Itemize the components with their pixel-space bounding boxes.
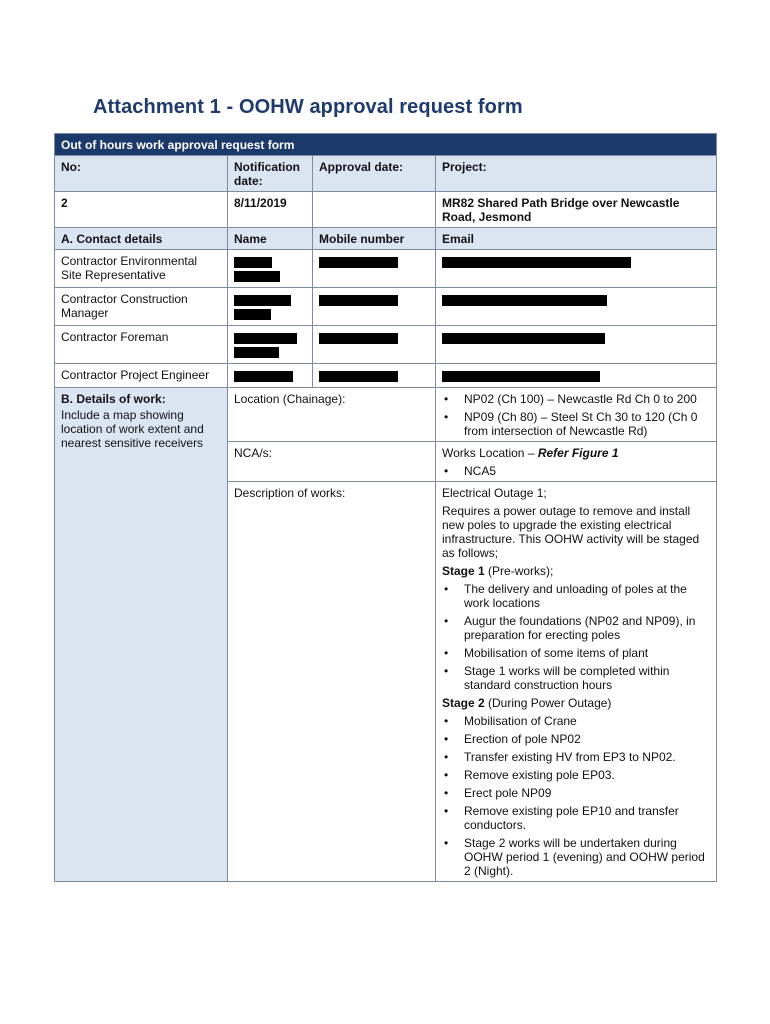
contact-name-redacted — [228, 326, 313, 364]
details-section-cell — [55, 388, 228, 882]
contact-role: Contractor Project Engineer — [55, 364, 228, 388]
contact-name-redacted — [228, 250, 313, 288]
redaction-bar — [442, 371, 600, 382]
redaction-bar — [234, 347, 279, 358]
bullet-icon: • — [444, 646, 449, 660]
list-item-text: Remove existing pole EP10 and transfer conductors. — [464, 804, 679, 832]
bullet-icon: • — [444, 786, 449, 800]
form-banner-row — [55, 134, 717, 156]
value-notification-date: 8/11/2019 — [228, 192, 313, 228]
list-item-text: Erect pole NP09 — [464, 786, 552, 800]
contact-email-redacted — [436, 288, 717, 326]
contact-row — [55, 364, 717, 388]
list-item — [442, 646, 710, 660]
header-no: No: — [55, 156, 228, 192]
list-item — [442, 464, 710, 478]
list-item-text: Remove existing pole EP03. — [464, 768, 615, 782]
contact-mobile-heading: Mobile number — [313, 228, 436, 250]
value-project: MR82 Shared Path Bridge over Newcastle Road, Jesmond — [436, 192, 717, 228]
contact-mobile-redacted — [313, 288, 436, 326]
figure-reference: Refer Figure 1 — [537, 446, 619, 460]
works-location — [442, 446, 710, 460]
value-approval-date — [313, 192, 436, 228]
list-item — [442, 732, 710, 746]
bullet-icon: • — [444, 664, 449, 678]
contact-header-row — [55, 228, 717, 250]
list-item-text: Augur the foundations (NP02 and NP09), in preparation for erecting poles — [464, 614, 696, 642]
details-heading: B. Details of work: — [61, 392, 166, 406]
list-item — [442, 664, 710, 692]
details-location-row — [55, 388, 717, 442]
list-item — [442, 786, 710, 800]
list-item-text: Transfer existing HV from EP3 to NP02. — [464, 750, 676, 764]
redaction-bar — [234, 333, 297, 344]
redaction-bar — [234, 309, 271, 320]
stage-1-suffix: (Pre-works); — [484, 564, 554, 578]
contact-email-redacted — [436, 326, 717, 364]
list-item-text: Stage 2 works will be undertaken during OOHW period 1 (evening) and OOHW period 2 (Night). — [464, 836, 705, 878]
list-item — [442, 410, 710, 438]
details-subtext: Include a map showing location of work extent and nearest sensitive receivers — [61, 408, 204, 450]
stage-1-list — [442, 582, 710, 692]
contact-mobile-redacted — [313, 364, 436, 388]
list-item-text: NP09 (Ch 80) – Steel St Ch 30 to 120 (Ch 0 from intersection of Newcastle Rd) — [464, 410, 698, 438]
list-item — [442, 582, 710, 610]
redaction-bar — [319, 295, 398, 306]
list-item — [442, 714, 710, 728]
stage-2-list — [442, 714, 710, 878]
bullet-icon: • — [444, 836, 449, 850]
redaction-bar — [234, 371, 293, 382]
list-item-text: NP02 (Ch 100) – Newcastle Rd Ch 0 to 200 — [464, 392, 697, 406]
redaction-bar — [319, 333, 398, 344]
contact-mobile-redacted — [313, 250, 436, 288]
header-row — [55, 156, 717, 192]
list-item-text: Mobilisation of Crane — [464, 714, 577, 728]
contact-section-heading: A. Contact details — [55, 228, 228, 250]
nca-value — [436, 442, 717, 482]
redaction-bar — [234, 295, 291, 306]
list-item-text: NCA5 — [464, 464, 497, 478]
redaction-bar — [319, 371, 398, 382]
description-intro: Requires a power outage to remove and install new poles to upgrade the existing electrical infrastructure. This OOHW activity will be staged as follows; — [442, 504, 700, 560]
list-item-text: Stage 1 works will be completed within standard construction hours — [464, 664, 670, 692]
list-item — [442, 392, 710, 406]
list-item-text: The delivery and unloading of poles at the work locations — [464, 582, 687, 610]
list-item — [442, 804, 710, 832]
redaction-bar — [442, 295, 607, 306]
bullet-icon: • — [444, 392, 449, 406]
list-item — [442, 836, 710, 878]
contact-row — [55, 288, 717, 326]
list-item-text: Erection of pole NP02 — [464, 732, 581, 746]
contact-role: Contractor Construction Manager — [55, 288, 228, 326]
description-label: Description of works: — [228, 482, 436, 882]
values-row — [55, 192, 717, 228]
header-notification-date: Notification date: — [228, 156, 313, 192]
redaction-bar — [234, 271, 280, 282]
list-item-text: Mobilisation of some items of plant — [464, 646, 649, 660]
bullet-icon: • — [444, 464, 449, 478]
description-value — [436, 482, 717, 882]
contact-email-heading: Email — [436, 228, 717, 250]
bullet-icon: • — [444, 714, 449, 728]
bullet-icon: • — [444, 614, 449, 628]
list-item — [442, 614, 710, 642]
redaction-bar — [319, 257, 398, 268]
stage-2-heading — [442, 696, 710, 710]
contact-role: Contractor Foreman — [55, 326, 228, 364]
nca-label: NCA/s: — [228, 442, 436, 482]
nca-list — [442, 464, 710, 478]
contact-email-redacted — [436, 250, 717, 288]
stage-2-title: Stage 2 — [442, 696, 485, 710]
contact-role: Contractor Environmental Site Representative — [55, 250, 228, 288]
redaction-bar — [442, 333, 605, 344]
redaction-bar — [234, 257, 272, 268]
location-value — [436, 388, 717, 442]
contact-row — [55, 250, 717, 288]
location-label: Location (Chainage): — [228, 388, 436, 442]
stage-2-suffix: (During Power Outage) — [484, 696, 612, 710]
value-no: 2 — [55, 192, 228, 228]
redaction-bar — [442, 257, 631, 268]
header-project: Project: — [436, 156, 717, 192]
contact-email-redacted — [436, 364, 717, 388]
contact-row — [55, 326, 717, 364]
stage-1-title: Stage 1 — [442, 564, 485, 578]
stage-1-heading — [442, 564, 710, 578]
works-location-prefix: Works Location – — [442, 446, 538, 460]
contact-name-redacted — [228, 364, 313, 388]
contact-name-heading: Name — [228, 228, 313, 250]
list-item — [442, 768, 710, 782]
bullet-icon: • — [444, 410, 449, 424]
header-approval-date: Approval date: — [313, 156, 436, 192]
description-title: Electrical Outage 1; — [442, 486, 547, 500]
contact-name-redacted — [228, 288, 313, 326]
bullet-icon: • — [444, 768, 449, 782]
oohw-form-table — [54, 133, 717, 882]
bullet-icon: • — [444, 732, 449, 746]
bullet-icon: • — [444, 582, 449, 596]
page-title: Attachment 1 - OOHW approval request form — [93, 96, 523, 118]
contact-mobile-redacted — [313, 326, 436, 364]
bullet-icon: • — [444, 750, 449, 764]
list-item — [442, 750, 710, 764]
bullet-icon: • — [444, 804, 449, 818]
location-list — [442, 392, 710, 438]
form-banner: Out of hours work approval request form — [55, 134, 717, 156]
